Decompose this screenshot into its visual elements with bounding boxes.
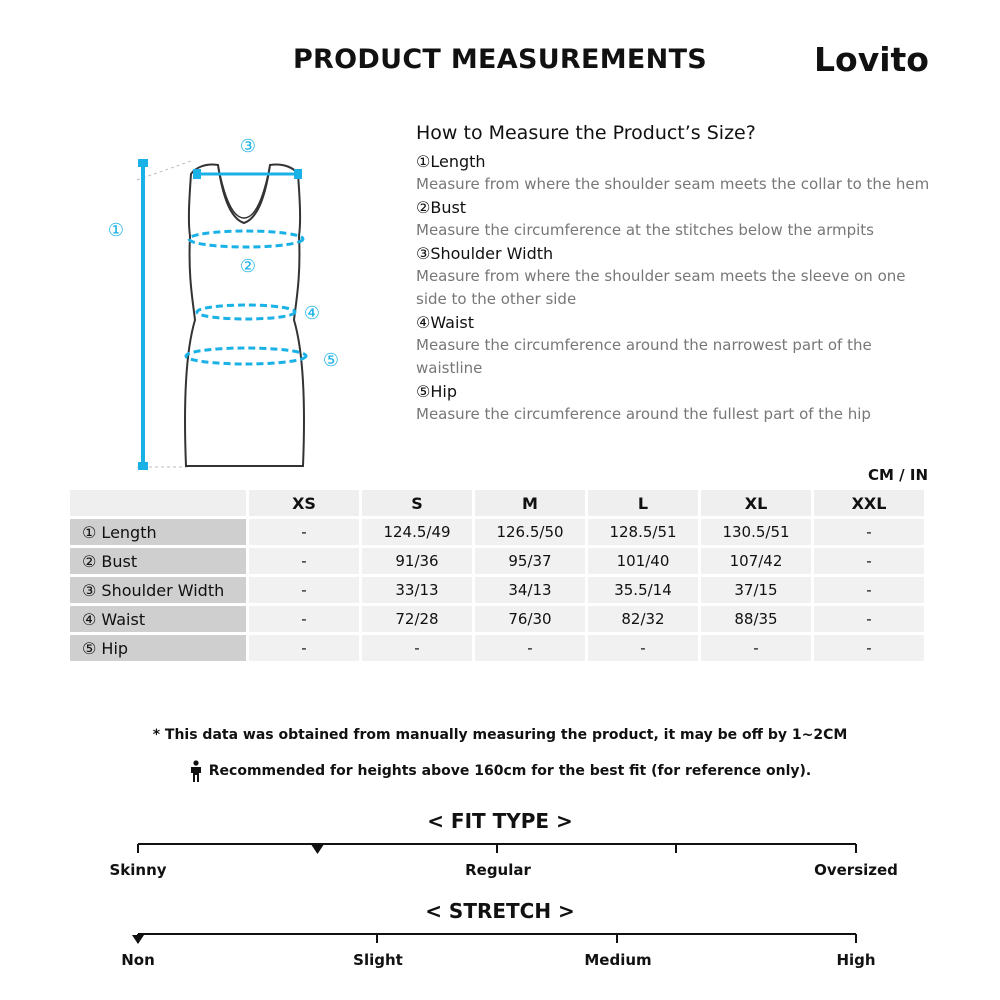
table-cell: 76/30 — [475, 606, 585, 632]
size-header-xl: XL — [701, 490, 811, 516]
row-label: ③ Shoulder Width — [70, 577, 246, 603]
brand-logo: Lovito — [814, 40, 929, 79]
stretch-marker — [132, 935, 144, 944]
table-row-waist — [70, 606, 924, 632]
howto-heading: How to Measure the Product’s Size? — [416, 122, 756, 144]
table-cell: - — [249, 548, 359, 574]
stretch-label-slight: Slight — [353, 951, 403, 969]
row-label: ⑤ Hip — [70, 635, 246, 661]
table-row-shoulder — [70, 577, 924, 603]
table-cell: 95/37 — [475, 548, 585, 574]
howto-desc: Measure the circumference around the narrowest part of the waistline — [416, 336, 872, 377]
size-header-xxl: XXL — [814, 490, 924, 516]
person-icon — [189, 760, 203, 782]
unit-label: CM / IN — [868, 466, 928, 484]
how-to-measure — [416, 122, 936, 426]
howto-desc: Measure from where the shoulder seam meets the collar to the hem — [416, 175, 930, 193]
table-cell: 37/15 — [701, 577, 811, 603]
table-cell: 124.5/49 — [362, 519, 472, 545]
howto-bust — [416, 196, 936, 242]
height-recommendation — [0, 760, 1000, 782]
stretch-title: < STRETCH > — [425, 899, 575, 923]
bust-measure-line — [189, 231, 303, 247]
stretch-label-non: Non — [121, 951, 155, 969]
table-cell: - — [814, 519, 924, 545]
howto-desc: Measure the circumference at the stitches below the armpits — [416, 221, 874, 239]
howto-waist — [416, 311, 936, 380]
table-row-length — [70, 519, 924, 545]
size-header-s: S — [362, 490, 472, 516]
waist-measure-line — [197, 305, 295, 319]
table-cell: 34/13 — [475, 577, 585, 603]
table-cell: - — [814, 606, 924, 632]
table-cell: 91/36 — [362, 548, 472, 574]
fit-label-regular: Regular — [465, 861, 531, 879]
table-cell: - — [701, 635, 811, 661]
table-cell: 88/35 — [701, 606, 811, 632]
table-cell: 128.5/51 — [588, 519, 698, 545]
page-title: PRODUCT MEASUREMENTS — [292, 44, 708, 75]
fit-label-skinny: Skinny — [109, 861, 167, 879]
table-corner — [70, 490, 246, 516]
table-cell: - — [249, 519, 359, 545]
dress-diagram — [96, 132, 356, 477]
table-cell: - — [588, 635, 698, 661]
size-header-m: M — [475, 490, 585, 516]
table-cell: - — [475, 635, 585, 661]
stretch-label-high: High — [836, 951, 876, 969]
row-label: ① Length — [70, 519, 246, 545]
table-cell: - — [362, 635, 472, 661]
table-row-bust — [70, 548, 924, 574]
table-cell: 126.5/50 — [475, 519, 585, 545]
waist-marker: ④ — [303, 303, 321, 324]
howto-label: ③Shoulder Width — [416, 244, 554, 263]
table-header-row — [70, 490, 924, 516]
disclaimer-note: * This data was obtained from manually measuring the product, it may be off by 1~2CM — [152, 727, 848, 743]
length-measure-line — [137, 159, 191, 470]
table-cell: 33/13 — [362, 577, 472, 603]
howto-label: ②Bust — [416, 198, 467, 217]
table-cell: - — [249, 635, 359, 661]
row-label: ④ Waist — [70, 606, 246, 632]
height-text: Recommended for heights above 160cm for the best fit (for reference only). — [208, 763, 812, 779]
table-cell: 107/42 — [701, 548, 811, 574]
howto-hip — [416, 380, 936, 426]
size-table — [67, 487, 927, 664]
table-cell: - — [249, 606, 359, 632]
shoulder-marker: ③ — [239, 136, 257, 157]
howto-desc: Measure from where the shoulder seam meets the sleeve on one side to the other side — [416, 267, 906, 308]
howto-label: ①Length — [416, 152, 486, 171]
bust-marker: ② — [239, 256, 257, 277]
length-marker: ① — [107, 220, 125, 241]
howto-label: ④Waist — [416, 313, 474, 332]
hip-measure-line — [186, 348, 306, 364]
fit-type-title: < FIT TYPE > — [427, 809, 573, 833]
hip-marker: ⑤ — [322, 350, 340, 371]
row-label: ② Bust — [70, 548, 246, 574]
table-cell: 72/28 — [362, 606, 472, 632]
fit-label-oversized: Oversized — [814, 861, 898, 879]
table-cell: - — [814, 577, 924, 603]
howto-desc: Measure the circumference around the fullest part of the hip — [416, 405, 871, 423]
table-cell: - — [814, 635, 924, 661]
table-cell: 101/40 — [588, 548, 698, 574]
table-row-hip — [70, 635, 924, 661]
table-cell: - — [249, 577, 359, 603]
size-header-l: L — [588, 490, 698, 516]
howto-shoulder — [416, 242, 936, 311]
howto-label: ⑤Hip — [416, 382, 457, 401]
shoulder-measure-line — [193, 169, 302, 179]
howto-length — [416, 150, 936, 196]
table-cell: - — [814, 548, 924, 574]
table-cell: 82/32 — [588, 606, 698, 632]
size-header-xs: XS — [249, 490, 359, 516]
fit-type-marker — [312, 845, 324, 854]
table-cell: 35.5/14 — [588, 577, 698, 603]
stretch-label-medium: Medium — [584, 951, 652, 969]
table-cell: 130.5/51 — [701, 519, 811, 545]
